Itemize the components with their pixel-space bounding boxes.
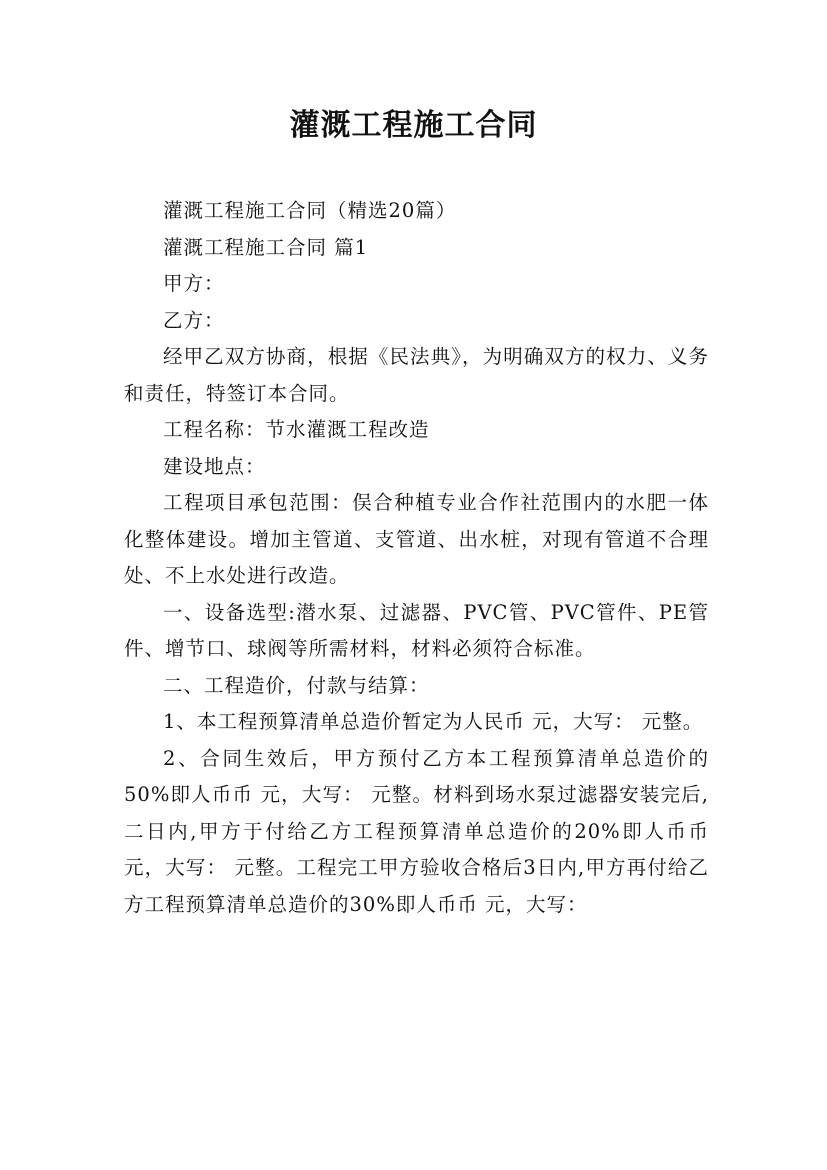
document-body <box>124 193 717 923</box>
paragraph-subtitle: 灌溉工程施工合同（精选20篇） <box>163 199 457 222</box>
paragraph-project-name: 工程名称：节水灌溉工程改造 <box>163 418 430 441</box>
document-title: 灌溉工程施工合同 <box>289 108 538 143</box>
paragraph-section-heading: 灌溉工程施工合同 篇1 <box>163 235 369 259</box>
paragraph-cost-item-1: 1、本工程预算清单总造价暂定为人民币 元，大写： 元整。 <box>163 710 704 733</box>
paragraph-scope: 工程项目承包范围：俣合种植专业合作社范围内的水肥一体化整体建设。增加主管道、支管道、出水桩，对现有管道不合理处、不上水处进行改造。 <box>124 491 709 587</box>
paragraph-cost-item-2: 2、合同生效后，甲方预付乙方本工程预算清单总造价的50%即人币币 元，大写： 元整。材料到场水泵过滤器安装完后,二日内,甲方于付给乙方工程预算清单总造价的20%即人币币 元，大写： 元整。工程完工甲方验收合格后3日内,甲方再付给乙方工程预算清单总造价的30%即人币币 元，大写： <box>124 746 717 916</box>
paragraph-preamble: 经甲乙双方协商，根据《民法典》，为明确双方的权力、义务和责任，特签订本合同。 <box>124 345 709 405</box>
paragraph-party-a: 甲方： <box>163 272 225 295</box>
paragraph-party-b: 乙方： <box>163 308 225 332</box>
paragraph-equipment: 一、设备选型:潜水泵、过滤器、PVC管、PVC管件、PE管件、增节口、球阀等所需材料，材料必须符合标准。 <box>124 600 709 660</box>
paragraph-location: 建设地点： <box>163 454 266 478</box>
paragraph-cost-heading: 二、工程造价，付款与结算： <box>163 673 430 697</box>
